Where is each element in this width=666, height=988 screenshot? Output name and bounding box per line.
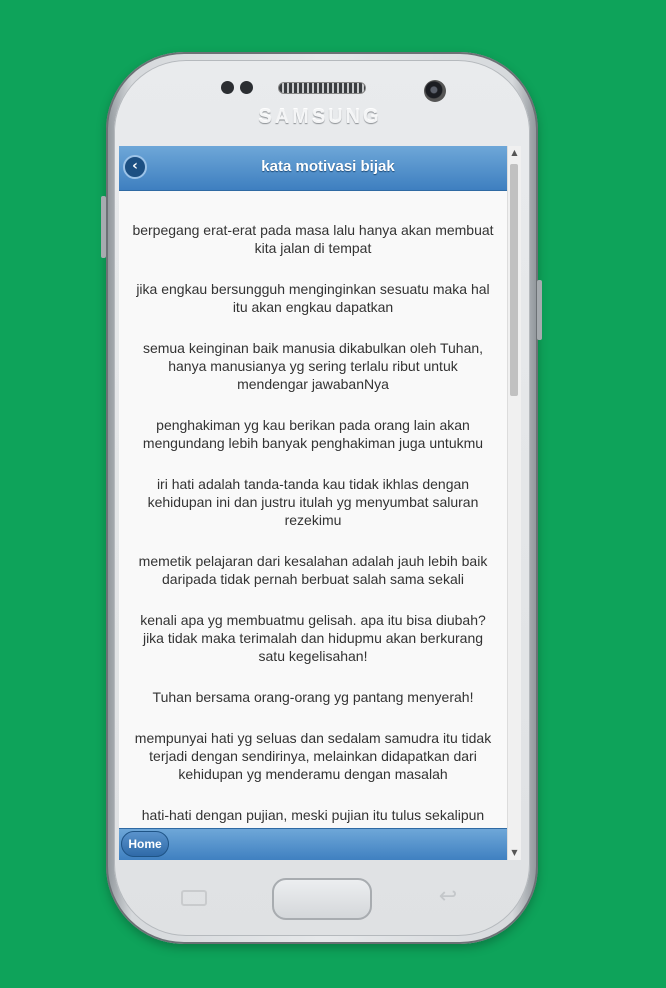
- earpiece-speaker: [278, 82, 366, 94]
- quote-item: jika engkau bersungguh menginginkan sesuatu maka hal itu akan engkau dapatkan: [136, 281, 490, 315]
- quote-content[interactable]: [119, 191, 507, 828]
- sensor-dot-icon: [240, 81, 253, 94]
- hardware-home-button[interactable]: [272, 878, 372, 920]
- quote-item: kenali apa yg membuatmu gelisah. apa itu bisa diubah? jika tidak maka terimalah dan hidupmu akan berkurang satu kegelisahan!: [140, 612, 486, 664]
- recent-apps-icon[interactable]: [181, 890, 207, 906]
- hardware-back-icon[interactable]: ↩: [438, 884, 458, 909]
- app-screen: [119, 146, 521, 860]
- home-button[interactable]: Home: [121, 831, 169, 857]
- quote-item: berpegang erat-erat pada masa lalu hanya akan membuat kita jalan di tempat: [132, 222, 494, 256]
- back-arrow-icon: ‹: [132, 158, 138, 174]
- app-header: [119, 146, 507, 191]
- scrollbar[interactable]: [507, 146, 521, 860]
- quote-item: iri hati adalah tanda-tanda kau tidak ikhlas dengan kehidupan ini dan justru itulah yg menyumbat saluran rezekimu: [147, 476, 479, 528]
- quote-item: mempunyai hati yg seluas dan sedalam samudra itu tidak terjadi dengan sendirinya, melainkan didapatkan dari kehidupan yg menderamu dengan masalah: [134, 730, 492, 782]
- scroll-up-icon[interactable]: ▲: [511, 148, 518, 157]
- scroll-down-icon[interactable]: ▼: [511, 848, 518, 857]
- quote-item: Tuhan bersama orang-orang yg pantang menyerah!: [152, 689, 474, 705]
- sensor-dot-icon: [221, 81, 234, 94]
- quote-item: semua keinginan baik manusia dikabulkan oleh Tuhan, hanya manusianya yg sering terlalu ribut untuk mendengar jawabanNya: [142, 340, 484, 392]
- page-title: kata motivasi bijak: [261, 158, 395, 175]
- power-button: [537, 280, 542, 340]
- scroll-thumb[interactable]: [510, 164, 518, 396]
- quote-item: memetik pelajaran dari kesalahan adalah jauh lebih baik daripada tidak pernah berbuat salah sama sekali: [138, 553, 488, 587]
- quote-item: hati-hati dengan pujian, meski pujian itu tulus sekalipun: [141, 807, 485, 823]
- front-camera-icon: [424, 80, 446, 102]
- volume-button: [101, 196, 106, 258]
- brand-logo: SAMSUNG: [258, 106, 382, 128]
- app-footer: [119, 828, 507, 860]
- quote-list: [119, 191, 507, 824]
- quote-item: penghakiman yg kau berikan pada orang lain akan mengundang lebih banyak penghakiman juga untukmu: [142, 417, 484, 451]
- back-button[interactable]: [123, 155, 147, 179]
